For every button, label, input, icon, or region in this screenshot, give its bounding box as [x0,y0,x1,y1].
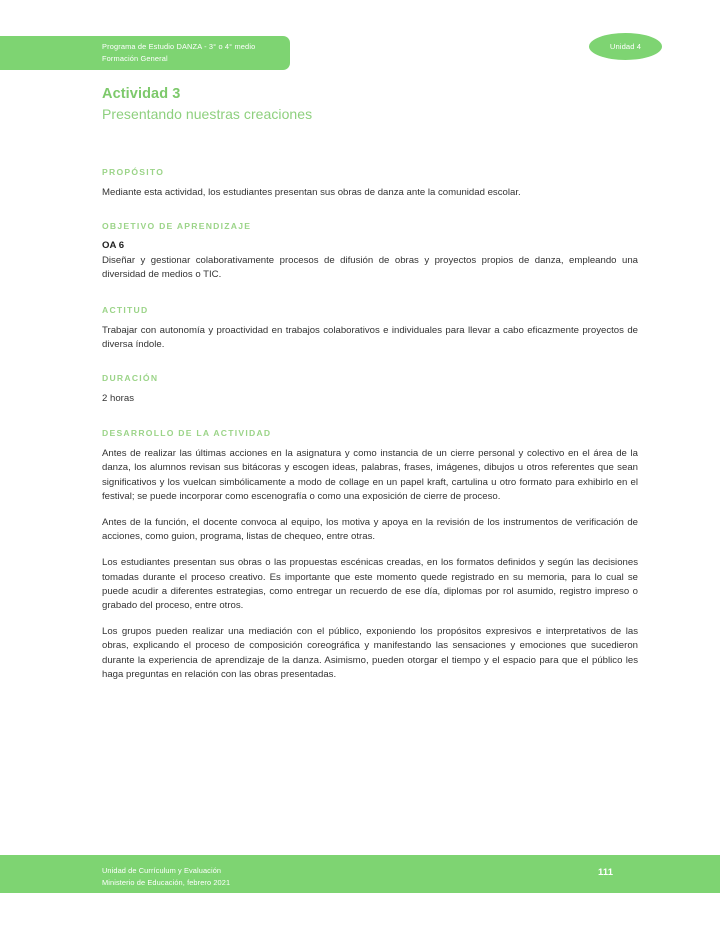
page-subtitle: Presentando nuestras creaciones [102,106,313,122]
section-heading-objetivo: OBJETIVO DE APRENDIZAJE [102,221,252,232]
section-actitud [102,305,638,352]
spacer [102,406,638,428]
page-title: Actividad 3 [102,86,181,102]
footer-line-2: Ministerio de Educación, febrero 2021 [102,877,231,887]
content-area [102,86,638,682]
section-desarrollo [102,428,638,682]
spacer [102,352,638,373]
section-heading-actitud: ACTITUD [102,304,149,315]
footer-line-1: Unidad de Currículum y Evaluación [102,866,222,875]
desarrollo-paragraph: Antes de la función, el docente convoca al equipo, los motiva y apoya en la revisión de los instrumentos de verificación de acciones, como guion, programa, listas de chequeo, entre otras. [102,517,638,543]
desarrollo-paragraph: Los grupos pueden realizar una mediación con el público, exponiendo los propósitos expresivos e interpretativos de las obras, explicando el proceso de composición coreográfica y manifestando las sensaciones y emociones que sucedieron durante la experiencia de aprendizaje de la danza. Asimismo, pueden otorgar el tiempo y el espacio para que el público les haga preguntas en relación con las obras presentadas. [102,626,638,680]
section-proposito [102,167,638,200]
page-number: 111 [598,866,614,877]
header-band [0,36,290,70]
section-duracion [102,373,638,406]
desarrollo-paragraph: Antes de realizar las últimas acciones en la asignatura y como instancia de un cierre personal y colectivo en el área de la danza, los alumnos revisan sus bitácoras y escogen ideas, palabras, frases, imágenes, dibujos u otros referentes que sean significativos y los vuelcan simbólicamente a modo de collage en un papel kraft, cartulina u otro formato para exhibirlo en el festival; se puede incorporar como escenografía o como una exposición de cierre de proceso. [102,448,638,502]
objetivo-text: Diseñar y gestionar colaborativamente procesos de difusión de obras y proyectos propios de danza, empleando una diversidad de medios o TIC. [102,255,638,281]
section-heading-desarrollo: DESARROLLO DE LA ACTIVIDAD [102,428,272,439]
desarrollo-paragraph: Los estudiantes presentan sus obras o las propuestas escénicas creadas, en los formatos definidos y según las decisiones tomadas durante el proceso creativo. Es importante que este momento quede registrado en su memoria, para lo cual se puede acudir a diferentes estrategias, como entregar un recuerdo de ese día, diplomas por rol asumido, registro impreso o grabado del proceso, entre otros. [102,557,638,612]
spacer [102,200,638,221]
footer-text [102,865,230,888]
actitud-text: Trabajar con autonomía y proactividad en trabajos colaborativos e individuales para llevar a cabo eficazmente proyectos de diversa índole. [102,324,638,350]
header-formation-line: Formación General [102,53,168,63]
sections-container [102,167,638,682]
section-objetivo [102,221,638,282]
header-program-line: Programa de Estudio DANZA - 3° o 4° medio [102,42,256,51]
duracion-text: 2 horas [102,393,134,405]
unit-badge: Unidad 4 [589,33,662,60]
section-heading-proposito: PROPÓSITO [102,167,165,177]
spacer [102,283,638,305]
proposito-text: Mediante esta actividad, los estudiantes presentan sus obras de danza ante la comunidad escolar. [102,187,521,198]
section-heading-duracion: DURACIÓN [102,373,159,384]
oa-code: OA 6 [102,240,125,252]
